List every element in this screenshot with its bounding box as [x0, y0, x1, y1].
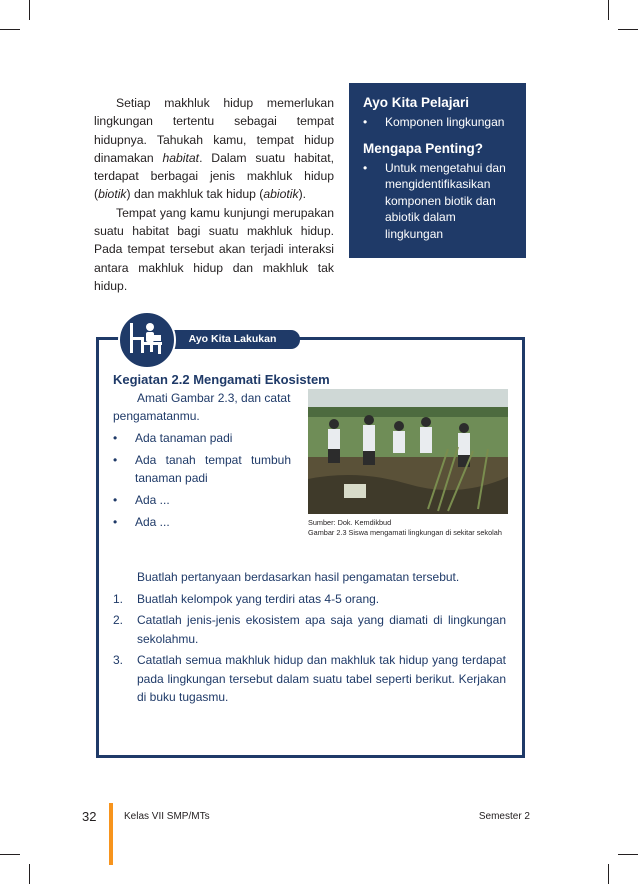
- learning-objectives-box: [349, 83, 526, 258]
- crop-mark: [618, 29, 638, 30]
- crop-mark: [608, 864, 609, 884]
- crop-mark: [0, 854, 20, 855]
- page-number: 32: [82, 809, 97, 824]
- observation-intro: Amati Gambar 2.3, dan catat pengamatanmu.: [113, 391, 291, 423]
- photo-source: Sumber: Dok. Kemdikbud: [308, 518, 392, 527]
- activity-title: Kegiatan 2.2 Mengamati Ekosistem: [113, 372, 330, 387]
- steps-lead: Buatlah pertanyaan berdasarkan hasil pengamatan tersebut.: [137, 570, 460, 584]
- bullet: •: [113, 453, 118, 467]
- learn-heading: Ayo Kita Pelajari: [363, 95, 470, 110]
- importance-item: [363, 160, 512, 243]
- step-number: 2.: [113, 613, 124, 627]
- step-text: Catatlah semua makhluk hidup dan makhluk tak hidup yang terdapat pada lingkungan tersebut dalam suatu tabel seperti berikut. Kerjakan di buku tugasmu.: [137, 653, 506, 704]
- italic-term: biotik: [98, 187, 127, 202]
- intro-text-segment: . Dalam suatu habitat, terdapat berbagai jenis makhluk hidup (: [94, 150, 334, 202]
- bullet: •: [113, 431, 118, 445]
- list-item-text: Ada ...: [135, 515, 170, 529]
- crop-mark: [29, 0, 30, 20]
- importance-item-text: Untuk mengetahui dan mengidentifikasikan komponen biotik dan abiotik dalam lingkungan: [385, 160, 506, 241]
- intro-text-segment: ).: [298, 187, 307, 202]
- crop-mark: [0, 29, 20, 30]
- crop-mark: [29, 864, 30, 884]
- intro-paragraph-1: [94, 94, 334, 204]
- step-number: 3.: [113, 653, 124, 667]
- list-item-text: Ada tanaman padi: [135, 431, 233, 445]
- crop-mark: [618, 854, 638, 855]
- list-item: [113, 491, 291, 509]
- list-item: [113, 513, 291, 531]
- footer-semester: Semester 2: [478, 811, 530, 822]
- photo-caption: [308, 518, 513, 537]
- learn-item: [363, 114, 512, 131]
- intro-text-segment: ) dan makhluk tak hidup (: [126, 187, 264, 202]
- footer-divider: [109, 803, 113, 865]
- students-field-photo: [308, 389, 508, 514]
- list-item-text: Ada tanah tempat tumbuh tanaman padi: [135, 453, 291, 485]
- step-item: [113, 651, 506, 707]
- activity-steps: [113, 568, 506, 707]
- learn-item-text: Komponen lingkungan: [385, 115, 505, 129]
- list-item: [113, 429, 291, 447]
- bullet: •: [113, 493, 118, 507]
- student-at-desk-icon: [118, 311, 176, 369]
- step-number: 1.: [113, 591, 124, 606]
- intro-text-segment: Setiap makhluk hidup memerlukan lingkungan tertentu sebagai tempat hidupnya. Tahukah kamu, tempat hidup dinamakan: [94, 96, 334, 165]
- importance-heading: Mengapa Penting?: [363, 140, 484, 156]
- footer-book-title: Kelas VII SMP/MTs: [124, 811, 210, 822]
- intro-paragraph-2: Tempat yang kamu kunjungi merupakan suatu habitat bagi suatu makhluk hidup. Pada tempat tersebut akan terjadi interaksi antara makhluk hidup dan makhluk tak hidup.: [94, 205, 334, 293]
- step-text: Catatlah jenis-jenis ekosistem apa saja yang diamati di lingkungan sekolahmu.: [137, 613, 506, 646]
- bullet: •: [363, 115, 368, 129]
- list-item-text: Ada ...: [135, 493, 170, 507]
- activity-tab-label: Ayo Kita Lakukan: [165, 330, 300, 349]
- observation-list: [113, 389, 291, 531]
- step-item: [113, 611, 506, 648]
- italic-term: abiotik: [263, 187, 299, 202]
- step-item: [113, 590, 506, 609]
- intro-text: [94, 94, 334, 295]
- bullet: •: [363, 160, 368, 175]
- photo-caption-text: Gambar 2.3 Siswa mengamati lingkungan di sekitar sekolah: [308, 527, 502, 537]
- list-item: [113, 451, 291, 487]
- crop-mark: [608, 0, 609, 20]
- italic-term: habitat: [162, 150, 200, 165]
- bullet: •: [113, 515, 118, 529]
- step-text: Buatlah kelompok yang terdiri atas 4-5 orang.: [137, 591, 380, 606]
